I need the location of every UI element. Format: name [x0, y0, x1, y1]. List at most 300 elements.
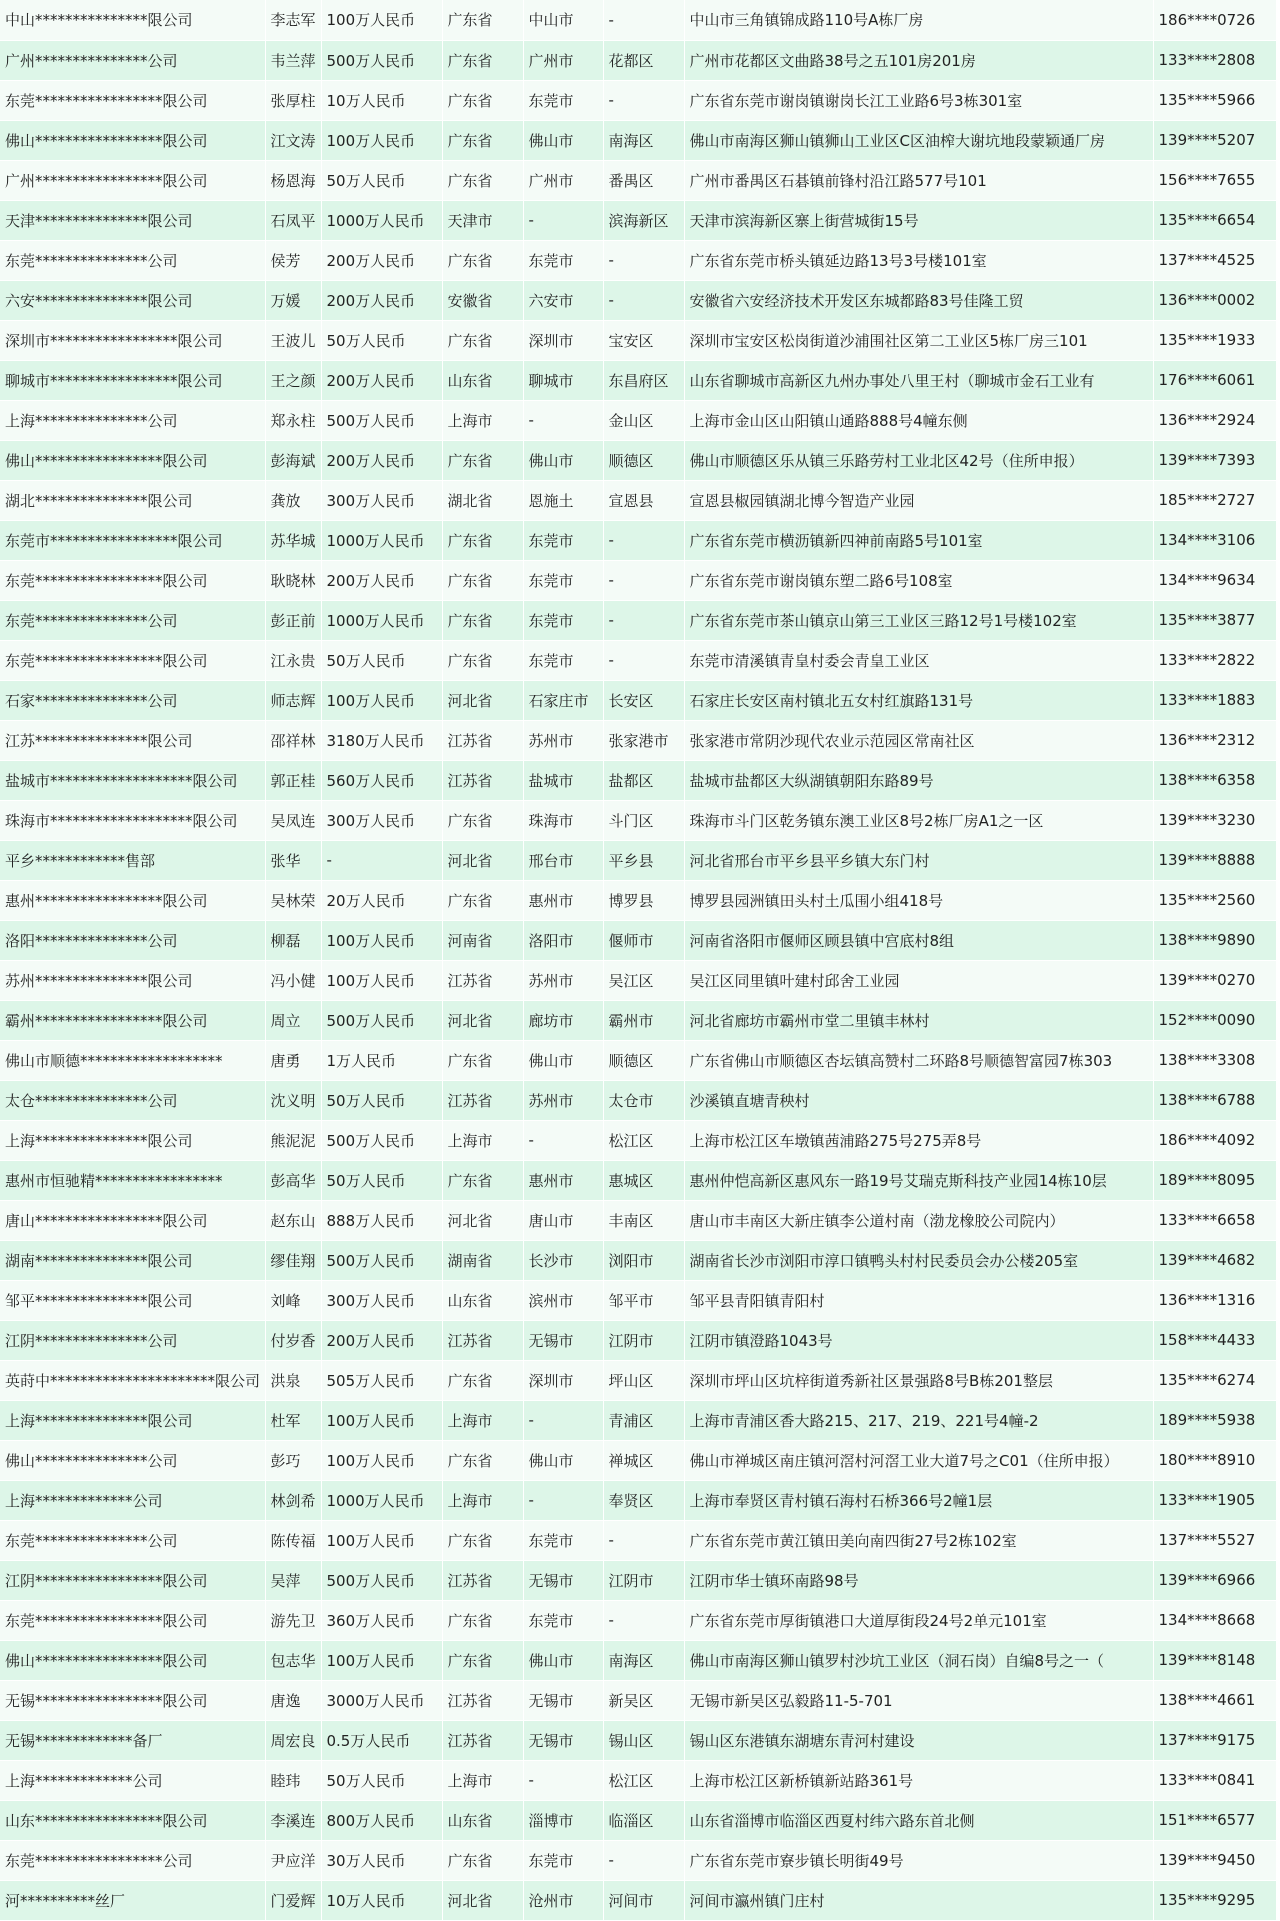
city-cell: 广州市	[523, 40, 603, 80]
city-cell: 东莞市	[523, 80, 603, 120]
province-cell: 江苏省	[442, 760, 523, 800]
table-row	[0, 200, 1276, 240]
company-name-cell: 天津***************限公司	[0, 200, 265, 240]
table-row	[0, 1400, 1276, 1440]
province-cell: 江苏省	[442, 1080, 523, 1120]
phone-cell: 189****5938	[1153, 1400, 1276, 1440]
district-cell: 禅城区	[603, 1440, 684, 1480]
address-cell: 广东省东莞市横沥镇新四神前南路5号101室	[684, 520, 1153, 560]
phone-cell: 135****6654	[1153, 200, 1276, 240]
city-cell: 佛山市	[523, 440, 603, 480]
province-cell: 广东省	[442, 1160, 523, 1200]
address-cell: 湖南省长沙市浏阳市淳口镇鸭头村村民委员会办公楼205室	[684, 1240, 1153, 1280]
company-name-cell: 东莞*****************限公司	[0, 80, 265, 120]
phone-cell: 135****5966	[1153, 80, 1276, 120]
contact-name-cell: 江永贵	[265, 640, 321, 680]
capital-cell: 0.5万人民币	[321, 1720, 442, 1760]
table-row	[0, 440, 1276, 480]
table-row	[0, 1600, 1276, 1640]
district-cell: -	[603, 240, 684, 280]
city-cell: 东莞市	[523, 1520, 603, 1560]
province-cell: 广东省	[442, 440, 523, 480]
contact-name-cell: 沈义明	[265, 1080, 321, 1120]
contact-name-cell: 张华	[265, 840, 321, 880]
company-name-cell: 上海*************公司	[0, 1760, 265, 1800]
table-row	[0, 720, 1276, 760]
province-cell: 河北省	[442, 1200, 523, 1240]
district-cell: 松江区	[603, 1760, 684, 1800]
phone-cell: 138****6358	[1153, 760, 1276, 800]
phone-cell: 135****6274	[1153, 1360, 1276, 1400]
contact-name-cell: 游先卫	[265, 1600, 321, 1640]
city-cell: 廊坊市	[523, 1000, 603, 1040]
table-row	[0, 760, 1276, 800]
district-cell: 新吴区	[603, 1680, 684, 1720]
address-cell: 上海市松江区新桥镇新站路361号	[684, 1760, 1153, 1800]
capital-cell: 888万人民币	[321, 1200, 442, 1240]
company-name-cell: 东莞***************公司	[0, 240, 265, 280]
district-cell: 张家港市	[603, 720, 684, 760]
table-row	[0, 1200, 1276, 1240]
phone-cell: 139****5207	[1153, 120, 1276, 160]
phone-cell: 133****6658	[1153, 1200, 1276, 1240]
contact-name-cell: 刘峰	[265, 1280, 321, 1320]
capital-cell: 200万人民币	[321, 240, 442, 280]
district-cell: -	[603, 640, 684, 680]
district-cell: 坪山区	[603, 1360, 684, 1400]
province-cell: 广东省	[442, 560, 523, 600]
company-name-cell: 江阴***************公司	[0, 1320, 265, 1360]
company-name-cell: 佛山***************公司	[0, 1440, 265, 1480]
contact-name-cell: 王波儿	[265, 320, 321, 360]
district-cell: 番禺区	[603, 160, 684, 200]
capital-cell: 50万人民币	[321, 640, 442, 680]
table-row	[0, 840, 1276, 880]
company-name-cell: 佛山*****************限公司	[0, 120, 265, 160]
city-cell: -	[523, 1400, 603, 1440]
phone-cell: 133****2822	[1153, 640, 1276, 680]
province-cell: 河北省	[442, 840, 523, 880]
table-row	[0, 960, 1276, 1000]
address-cell: 石家庄长安区南村镇北五女村红旗路131号	[684, 680, 1153, 720]
capital-cell: 300万人民币	[321, 480, 442, 520]
city-cell: 无锡市	[523, 1320, 603, 1360]
phone-cell: 135****2560	[1153, 880, 1276, 920]
province-cell: 广东省	[442, 800, 523, 840]
phone-cell: 139****8148	[1153, 1640, 1276, 1680]
address-cell: 上海市奉贤区青村镇石海村石桥366号2幢1层	[684, 1480, 1153, 1520]
province-cell: 山东省	[442, 1800, 523, 1840]
city-cell: 广州市	[523, 160, 603, 200]
table-row	[0, 1680, 1276, 1720]
address-cell: 江阴市镇澄路1043号	[684, 1320, 1153, 1360]
address-cell: 深圳市宝安区松岗街道沙浦围社区第二工业区5栋厂房三101	[684, 320, 1153, 360]
phone-cell: 189****8095	[1153, 1160, 1276, 1200]
contact-name-cell: 吴林荣	[265, 880, 321, 920]
province-cell: 江苏省	[442, 720, 523, 760]
province-cell: 江苏省	[442, 1320, 523, 1360]
contact-name-cell: 尹应洋	[265, 1840, 321, 1880]
province-cell: 安徽省	[442, 280, 523, 320]
province-cell: 广东省	[442, 880, 523, 920]
capital-cell: 50万人民币	[321, 320, 442, 360]
company-name-cell: 惠州*****************限公司	[0, 880, 265, 920]
district-cell: 金山区	[603, 400, 684, 440]
city-cell: 惠州市	[523, 880, 603, 920]
city-cell: 石家庄市	[523, 680, 603, 720]
contact-name-cell: 彭巧	[265, 1440, 321, 1480]
address-cell: 惠州仲恺高新区惠风东一路19号艾瑞克斯科技产业园14栋10层	[684, 1160, 1153, 1200]
capital-cell: 505万人民币	[321, 1360, 442, 1400]
table-row	[0, 360, 1276, 400]
district-cell: 江阴市	[603, 1560, 684, 1600]
company-name-cell: 上海***************限公司	[0, 1120, 265, 1160]
province-cell: 上海市	[442, 1480, 523, 1520]
district-cell: 江阴市	[603, 1320, 684, 1360]
province-cell: 江苏省	[442, 960, 523, 1000]
district-cell: 花都区	[603, 40, 684, 80]
address-cell: 上海市青浦区香大路215、217、219、221号4幢-2	[684, 1400, 1153, 1440]
contact-name-cell: 赵东山	[265, 1200, 321, 1240]
contact-name-cell: 唐勇	[265, 1040, 321, 1080]
company-name-cell: 上海***************限公司	[0, 1400, 265, 1440]
phone-cell: 137****4525	[1153, 240, 1276, 280]
contact-name-cell: 缪佳翔	[265, 1240, 321, 1280]
province-cell: 河北省	[442, 1880, 523, 1920]
address-cell: 广东省东莞市黄江镇田美向南四街27号2栋102室	[684, 1520, 1153, 1560]
district-cell: 河间市	[603, 1880, 684, 1920]
phone-cell: 133****0841	[1153, 1760, 1276, 1800]
table-row	[0, 1800, 1276, 1840]
contact-name-cell: 苏华城	[265, 520, 321, 560]
company-name-cell: 洛阳***************公司	[0, 920, 265, 960]
district-cell: 南海区	[603, 1640, 684, 1680]
table-row	[0, 920, 1276, 960]
district-cell: 浏阳市	[603, 1240, 684, 1280]
address-cell: 广东省东莞市茶山镇京山第三工业区三路12号1号楼102室	[684, 600, 1153, 640]
province-cell: 广东省	[442, 160, 523, 200]
table-row	[0, 1280, 1276, 1320]
capital-cell: 800万人民币	[321, 1800, 442, 1840]
phone-cell: 139****6966	[1153, 1560, 1276, 1600]
table-row	[0, 0, 1276, 40]
province-cell: 广东省	[442, 1600, 523, 1640]
city-cell: 苏州市	[523, 960, 603, 1000]
table-row	[0, 1240, 1276, 1280]
capital-cell: 500万人民币	[321, 400, 442, 440]
contact-name-cell: 冯小健	[265, 960, 321, 1000]
city-cell: 佛山市	[523, 1040, 603, 1080]
phone-cell: 180****8910	[1153, 1440, 1276, 1480]
province-cell: 广东省	[442, 120, 523, 160]
contact-name-cell: 睦玮	[265, 1760, 321, 1800]
address-cell: 张家港市常阴沙现代农业示范园区常南社区	[684, 720, 1153, 760]
contact-name-cell: 周宏良	[265, 1720, 321, 1760]
phone-cell: 138****3308	[1153, 1040, 1276, 1080]
capital-cell: -	[321, 840, 442, 880]
province-cell: 广东省	[442, 0, 523, 40]
capital-cell: 200万人民币	[321, 360, 442, 400]
table-row	[0, 1360, 1276, 1400]
contact-name-cell: 郑永柱	[265, 400, 321, 440]
province-cell: 广东省	[442, 1840, 523, 1880]
city-cell: 洛阳市	[523, 920, 603, 960]
phone-cell: 156****7655	[1153, 160, 1276, 200]
capital-cell: 1000万人民币	[321, 200, 442, 240]
address-cell: 盐城市盐都区大纵湖镇朝阳东路89号	[684, 760, 1153, 800]
contact-name-cell: 杜军	[265, 1400, 321, 1440]
province-cell: 山东省	[442, 1280, 523, 1320]
phone-cell: 185****2727	[1153, 480, 1276, 520]
company-name-cell: 东莞***************公司	[0, 1520, 265, 1560]
district-cell: -	[603, 0, 684, 40]
table-row	[0, 1720, 1276, 1760]
company-name-cell: 上海***************公司	[0, 400, 265, 440]
capital-cell: 1000万人民币	[321, 520, 442, 560]
company-name-cell: 东莞***************公司	[0, 600, 265, 640]
company-name-cell: 江阴*****************限公司	[0, 1560, 265, 1600]
address-cell: 山东省淄博市临淄区西夏村纬六路东首北侧	[684, 1800, 1153, 1840]
address-cell: 河北省廊坊市霸州市堂二里镇丰林村	[684, 1000, 1153, 1040]
city-cell: 苏州市	[523, 1080, 603, 1120]
phone-cell: 139****8888	[1153, 840, 1276, 880]
table-row	[0, 1480, 1276, 1520]
address-cell: 无锡市新吴区弘毅路11-5-701	[684, 1680, 1153, 1720]
address-cell: 广州市花都区文曲路38号之五101房201房	[684, 40, 1153, 80]
phone-cell: 134****3106	[1153, 520, 1276, 560]
address-cell: 河间市瀛州镇门庄村	[684, 1880, 1153, 1920]
contact-name-cell: 邵祥林	[265, 720, 321, 760]
company-name-cell: 六安***************限公司	[0, 280, 265, 320]
table-row	[0, 1840, 1276, 1880]
company-name-cell: 湖北***************限公司	[0, 480, 265, 520]
company-name-cell: 山东*****************限公司	[0, 1800, 265, 1840]
district-cell: 惠城区	[603, 1160, 684, 1200]
table-row	[0, 1160, 1276, 1200]
district-cell: 太仓市	[603, 1080, 684, 1120]
district-cell: -	[603, 80, 684, 120]
capital-cell: 1000万人民币	[321, 600, 442, 640]
province-cell: 上海市	[442, 400, 523, 440]
capital-cell: 1万人民币	[321, 1040, 442, 1080]
district-cell: 顺德区	[603, 1040, 684, 1080]
city-cell: 东莞市	[523, 240, 603, 280]
city-cell: 恩施土	[523, 480, 603, 520]
district-cell: -	[603, 600, 684, 640]
capital-cell: 300万人民币	[321, 1280, 442, 1320]
contact-name-cell: 师志辉	[265, 680, 321, 720]
contact-name-cell: 彭海斌	[265, 440, 321, 480]
province-cell: 河南省	[442, 920, 523, 960]
province-cell: 湖南省	[442, 1240, 523, 1280]
district-cell: -	[603, 280, 684, 320]
phone-cell: 136****2312	[1153, 720, 1276, 760]
table-row	[0, 240, 1276, 280]
capital-cell: 100万人民币	[321, 920, 442, 960]
company-name-cell: 东莞*****************公司	[0, 1840, 265, 1880]
capital-cell: 200万人民币	[321, 280, 442, 320]
table-row	[0, 1320, 1276, 1360]
district-cell: 宣恩县	[603, 480, 684, 520]
phone-cell: 138****9890	[1153, 920, 1276, 960]
province-cell: 河北省	[442, 680, 523, 720]
phone-cell: 139****0270	[1153, 960, 1276, 1000]
table-row	[0, 120, 1276, 160]
company-name-cell: 东莞*****************限公司	[0, 1600, 265, 1640]
city-cell: 珠海市	[523, 800, 603, 840]
city-cell: 东莞市	[523, 1600, 603, 1640]
capital-cell: 100万人民币	[321, 120, 442, 160]
phone-cell: 186****4092	[1153, 1120, 1276, 1160]
district-cell: 吴江区	[603, 960, 684, 1000]
contact-name-cell: 付岁香	[265, 1320, 321, 1360]
capital-cell: 500万人民币	[321, 1120, 442, 1160]
province-cell: 广东省	[442, 1360, 523, 1400]
company-name-cell: 无锡*****************限公司	[0, 1680, 265, 1720]
city-cell: -	[523, 1120, 603, 1160]
province-cell: 广东省	[442, 80, 523, 120]
district-cell: 东昌府区	[603, 360, 684, 400]
contact-name-cell: 熊泥泥	[265, 1120, 321, 1160]
province-cell: 广东省	[442, 1440, 523, 1480]
province-cell: 广东省	[442, 1520, 523, 1560]
contact-name-cell: 万媛	[265, 280, 321, 320]
city-cell: 东莞市	[523, 560, 603, 600]
company-name-cell: 佛山*****************限公司	[0, 440, 265, 480]
capital-cell: 3180万人民币	[321, 720, 442, 760]
company-name-cell: 广州***************公司	[0, 40, 265, 80]
city-cell: 佛山市	[523, 1440, 603, 1480]
phone-cell: 133****1883	[1153, 680, 1276, 720]
company-name-cell: 湖南***************限公司	[0, 1240, 265, 1280]
company-name-cell: 无锡*************备厂	[0, 1720, 265, 1760]
address-cell: 山东省聊城市高新区九州办事处八里王村（聊城市金石工业有	[684, 360, 1153, 400]
city-cell: -	[523, 1760, 603, 1800]
district-cell: 长安区	[603, 680, 684, 720]
address-cell: 珠海市斗门区乾务镇东澳工业区8号2栋厂房A1之一区	[684, 800, 1153, 840]
address-cell: 上海市金山区山阳镇山通路888号4幢东侧	[684, 400, 1153, 440]
capital-cell: 500万人民币	[321, 1560, 442, 1600]
contact-name-cell: 龚放	[265, 480, 321, 520]
city-cell: 唐山市	[523, 1200, 603, 1240]
contact-name-cell: 李志军	[265, 0, 321, 40]
address-cell: 邹平县青阳镇青阳村	[684, 1280, 1153, 1320]
province-cell: 上海市	[442, 1120, 523, 1160]
table-row	[0, 600, 1276, 640]
address-cell: 江阴市华士镇环南路98号	[684, 1560, 1153, 1600]
address-cell: 宣恩县椒园镇湖北博今智造产业园	[684, 480, 1153, 520]
address-cell: 吴江区同里镇叶建村邱舍工业园	[684, 960, 1153, 1000]
province-cell: 天津市	[442, 200, 523, 240]
address-cell: 博罗县园洲镇田头村土瓜围小组418号	[684, 880, 1153, 920]
address-cell: 上海市松江区车墩镇茜浦路275号275弄8号	[684, 1120, 1153, 1160]
phone-cell: 135****3877	[1153, 600, 1276, 640]
capital-cell: 500万人民币	[321, 1240, 442, 1280]
phone-cell: 138****4661	[1153, 1680, 1276, 1720]
company-name-cell: 邹平***************限公司	[0, 1280, 265, 1320]
company-name-cell: 江苏***************限公司	[0, 720, 265, 760]
table-row	[0, 40, 1276, 80]
address-cell: 佛山市顺德区乐从镇三乐路劳村工业北区42号（住所申报）	[684, 440, 1153, 480]
city-cell: -	[523, 200, 603, 240]
phone-cell: 133****2808	[1153, 40, 1276, 80]
province-cell: 江苏省	[442, 1560, 523, 1600]
province-cell: 上海市	[442, 1760, 523, 1800]
district-cell: -	[603, 520, 684, 560]
table-row	[0, 280, 1276, 320]
phone-cell: 158****4433	[1153, 1320, 1276, 1360]
province-cell: 广东省	[442, 1640, 523, 1680]
city-cell: 邢台市	[523, 840, 603, 880]
address-cell: 沙溪镇直塘青秧村	[684, 1080, 1153, 1120]
company-name-cell: 平乡************售部	[0, 840, 265, 880]
city-cell: 东莞市	[523, 520, 603, 560]
province-cell: 河北省	[442, 1000, 523, 1040]
phone-cell: 137****5527	[1153, 1520, 1276, 1560]
table-row	[0, 1080, 1276, 1120]
table-row	[0, 1560, 1276, 1600]
table-row	[0, 560, 1276, 600]
city-cell: 盐城市	[523, 760, 603, 800]
phone-cell: 133****1905	[1153, 1480, 1276, 1520]
capital-cell: 100万人民币	[321, 1440, 442, 1480]
address-cell: 安徽省六安经济技术开发区东城都路83号佳隆工贸	[684, 280, 1153, 320]
district-cell: -	[603, 1600, 684, 1640]
contact-name-cell: 唐逸	[265, 1680, 321, 1720]
table-row	[0, 880, 1276, 920]
capital-cell: 1000万人民币	[321, 1480, 442, 1520]
contact-name-cell: 韦兰萍	[265, 40, 321, 80]
district-cell: 宝安区	[603, 320, 684, 360]
company-name-cell: 深圳市*****************限公司	[0, 320, 265, 360]
phone-cell: 136****2924	[1153, 400, 1276, 440]
phone-cell: 186****0726	[1153, 0, 1276, 40]
address-cell: 广东省东莞市寮步镇长明街49号	[684, 1840, 1153, 1880]
address-cell: 广州市番禺区石碁镇前锋村沿江路577号101	[684, 160, 1153, 200]
company-name-cell: 苏州***************限公司	[0, 960, 265, 1000]
city-cell: 东莞市	[523, 640, 603, 680]
table-row	[0, 400, 1276, 440]
city-cell: 惠州市	[523, 1160, 603, 1200]
capital-cell: 100万人民币	[321, 1640, 442, 1680]
contact-name-cell: 吴凤连	[265, 800, 321, 840]
phone-cell: 136****0002	[1153, 280, 1276, 320]
district-cell: 邹平市	[603, 1280, 684, 1320]
company-name-cell: 上海*************公司	[0, 1480, 265, 1520]
table-row	[0, 520, 1276, 560]
table-row	[0, 80, 1276, 120]
district-cell: 盐都区	[603, 760, 684, 800]
province-cell: 广东省	[442, 520, 523, 560]
company-name-cell: 中山***************限公司	[0, 0, 265, 40]
company-name-cell: 佛山*****************限公司	[0, 1640, 265, 1680]
district-cell: 滨海新区	[603, 200, 684, 240]
contact-name-cell: 门爱辉	[265, 1880, 321, 1920]
phone-cell: 176****6061	[1153, 360, 1276, 400]
phone-cell: 137****9175	[1153, 1720, 1276, 1760]
province-cell: 上海市	[442, 1400, 523, 1440]
district-cell: 奉贤区	[603, 1480, 684, 1520]
capital-cell: 20万人民币	[321, 880, 442, 920]
city-cell: 聊城市	[523, 360, 603, 400]
phone-cell: 136****1316	[1153, 1280, 1276, 1320]
city-cell: 无锡市	[523, 1720, 603, 1760]
city-cell: 滨州市	[523, 1280, 603, 1320]
table-row	[0, 1040, 1276, 1080]
address-cell: 广东省东莞市厚街镇港口大道厚街段24号2单元101室	[684, 1600, 1153, 1640]
contact-name-cell: 洪泉	[265, 1360, 321, 1400]
company-name-cell: 唐山*****************限公司	[0, 1200, 265, 1240]
